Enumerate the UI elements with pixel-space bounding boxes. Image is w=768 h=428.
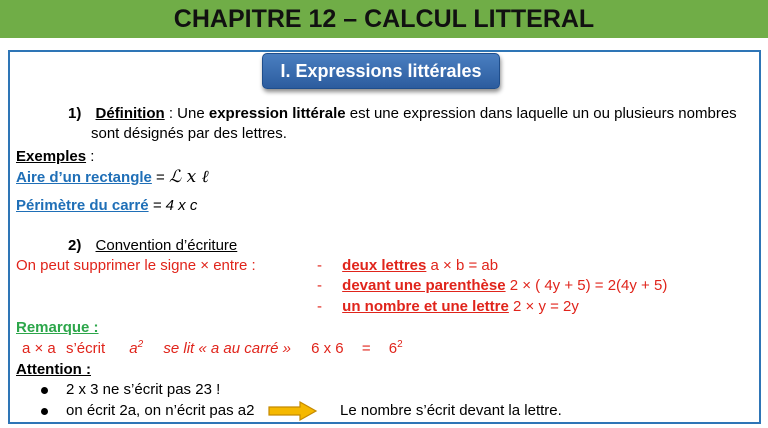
remark-power-exp: 2 bbox=[137, 339, 144, 350]
definition-number: 1) bbox=[68, 105, 82, 122]
remark-result-base: 6 bbox=[388, 340, 398, 357]
example-rectangle bbox=[16, 168, 209, 187]
rectangle-equals: = bbox=[151, 169, 169, 186]
convention-heading bbox=[68, 236, 237, 255]
convention-item-label: devant une parenthèse bbox=[342, 277, 506, 294]
remark-result-exp: 2 bbox=[397, 339, 403, 350]
definition-line-1 bbox=[68, 104, 737, 123]
bullet-icon bbox=[41, 408, 48, 415]
attention-conclusion: Le nombre s’écrit devant la lettre. bbox=[340, 402, 562, 419]
convention-item-example: 2 × y = 2y bbox=[508, 298, 579, 315]
remark-power bbox=[129, 340, 143, 357]
remark-power-base: a bbox=[129, 340, 138, 357]
remark-expr: a × a bbox=[22, 340, 56, 357]
remark-writes: s’écrit bbox=[65, 340, 106, 357]
square-formula: = 4 x c bbox=[148, 197, 198, 214]
remark-line bbox=[22, 339, 403, 358]
convention-item-label: deux lettres bbox=[342, 257, 427, 274]
attention-item: on écrit 2a, on n’écrit pas a2 bbox=[66, 402, 255, 419]
convention-item-label: un nombre et une lettre bbox=[342, 298, 509, 315]
section-title: I. Expressions littérales bbox=[262, 53, 500, 89]
convention-dash: - bbox=[317, 277, 322, 294]
chapter-title: CHAPITRE 12 – CALCUL LITTERAL bbox=[0, 0, 768, 38]
examples-heading bbox=[16, 147, 94, 166]
rectangle-label: Aire d’un rectangle bbox=[16, 169, 152, 186]
definition-term: expression littérale bbox=[208, 105, 346, 122]
definition-text-b: est une expression dans laquelle un ou plusieurs nombres bbox=[345, 105, 737, 122]
convention-item bbox=[317, 297, 579, 316]
convention-item-example: a × b = ab bbox=[426, 257, 499, 274]
example-square bbox=[16, 196, 197, 215]
convention-intro: On peut supprimer le signe × entre : bbox=[16, 257, 256, 274]
definition-text-a: : Une bbox=[164, 105, 209, 122]
examples-heading-colon: : bbox=[86, 148, 95, 165]
attention-item: 2 x 3 ne s’écrit pas 23 ! bbox=[66, 381, 221, 398]
convention-item bbox=[317, 276, 667, 295]
rectangle-formula: ℒ x ℓ bbox=[168, 167, 209, 187]
square-label: Périmètre du carré bbox=[16, 197, 149, 214]
right-arrow-icon bbox=[268, 401, 318, 421]
convention-label: Convention d’écriture bbox=[95, 237, 238, 254]
convention-number: 2) bbox=[68, 237, 82, 254]
remark-reads: se lit « a au carré » bbox=[163, 340, 291, 357]
convention-dash: - bbox=[317, 298, 322, 315]
remark-heading: Remarque : bbox=[16, 319, 99, 336]
examples-heading-text: Exemples bbox=[16, 148, 87, 165]
definition-line-2: sont désignés par des lettres. bbox=[91, 125, 287, 142]
bullet-icon bbox=[41, 387, 48, 394]
attention-heading: Attention : bbox=[16, 361, 91, 378]
definition-label: Définition bbox=[95, 105, 165, 122]
remark-calc: 6 x 6 bbox=[311, 340, 344, 357]
convention-item bbox=[317, 256, 498, 275]
convention-dash: - bbox=[317, 257, 322, 274]
remark-equals: = bbox=[361, 340, 371, 357]
convention-item-example: 2 × ( 4y + 5) = 2(4y + 5) bbox=[505, 277, 668, 294]
remark-result bbox=[389, 340, 403, 357]
